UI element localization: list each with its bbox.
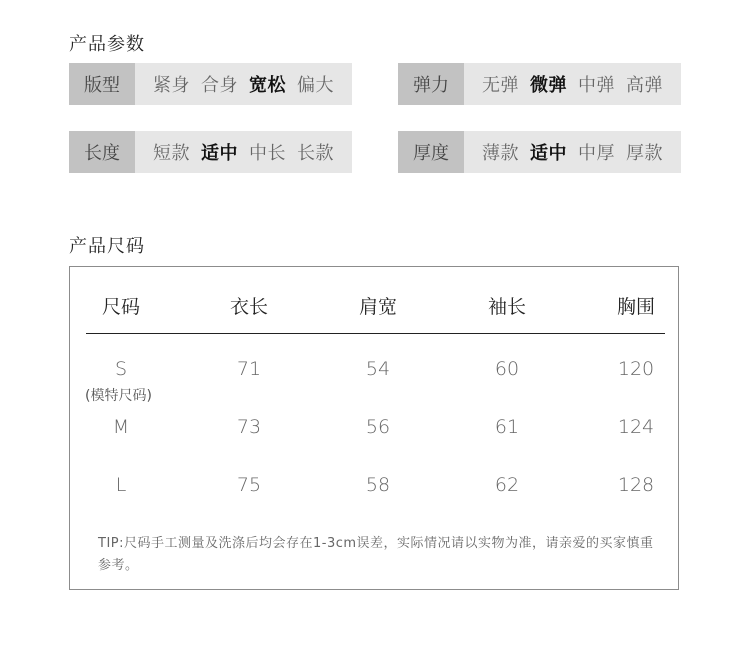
param-option: 长款	[297, 143, 334, 164]
param-option: 薄款	[482, 143, 519, 164]
model-size-note: (模特尺码)	[85, 388, 152, 404]
param-row-fit	[69, 63, 352, 105]
table-cell: 75	[236, 474, 262, 496]
param-option: 紧身	[153, 75, 190, 96]
param-options	[135, 71, 345, 97]
param-option: 无弹	[482, 75, 519, 96]
header-cell: 胸围	[616, 296, 656, 318]
param-label: 厚度	[398, 131, 464, 173]
header-cell: 尺码	[101, 296, 141, 318]
table-cell: M	[112, 416, 130, 438]
param-label: 长度	[69, 131, 135, 173]
param-row-thickness	[398, 131, 681, 173]
param-options	[464, 139, 674, 165]
table-cell: 61	[494, 416, 520, 438]
param-row-elasticity	[398, 63, 681, 105]
table-cell: 71	[236, 358, 262, 380]
table-cell: S	[114, 358, 128, 380]
table-cell: 128	[617, 474, 655, 496]
param-options	[135, 139, 345, 165]
param-option: 厚款	[626, 143, 663, 164]
header-cell: 肩宽	[358, 296, 398, 318]
param-option: 短款	[153, 143, 190, 164]
params-title: 产品参数	[69, 34, 145, 55]
param-option: 中弹	[578, 75, 615, 96]
table-cell: 120	[617, 358, 655, 380]
sizes-title: 产品尺码	[69, 236, 145, 257]
table-cell: 54	[365, 358, 391, 380]
param-row-length	[69, 131, 352, 173]
param-label: 版型	[69, 63, 135, 105]
size-tip: TIP:尺码手工测量及洗涤后均会存在1-3cm误差，实际情况请以实物为准，请亲爱的买家慎重参考。	[98, 536, 654, 573]
param-option: 合身	[201, 75, 238, 96]
param-option: 中厚	[578, 143, 615, 164]
header-cell: 衣长	[229, 296, 269, 318]
table-cell: 73	[236, 416, 262, 438]
header-cell: 袖长	[487, 296, 527, 318]
size-table	[69, 266, 679, 590]
param-options	[464, 71, 674, 97]
param-option: 高弹	[626, 75, 663, 96]
param-option-selected: 宽松	[249, 75, 286, 96]
header-divider	[86, 333, 665, 334]
table-cell: 58	[365, 474, 391, 496]
param-option: 中长	[249, 143, 286, 164]
table-cell: 62	[494, 474, 520, 496]
param-option-selected: 适中	[201, 143, 238, 164]
table-cell: 60	[494, 358, 520, 380]
table-cell: L	[115, 474, 127, 496]
param-option-selected: 微弹	[530, 75, 567, 96]
param-label: 弹力	[398, 63, 464, 105]
param-option-selected: 适中	[530, 143, 567, 164]
param-option: 偏大	[297, 75, 334, 96]
table-cell: 124	[617, 416, 655, 438]
table-cell: 56	[365, 416, 391, 438]
